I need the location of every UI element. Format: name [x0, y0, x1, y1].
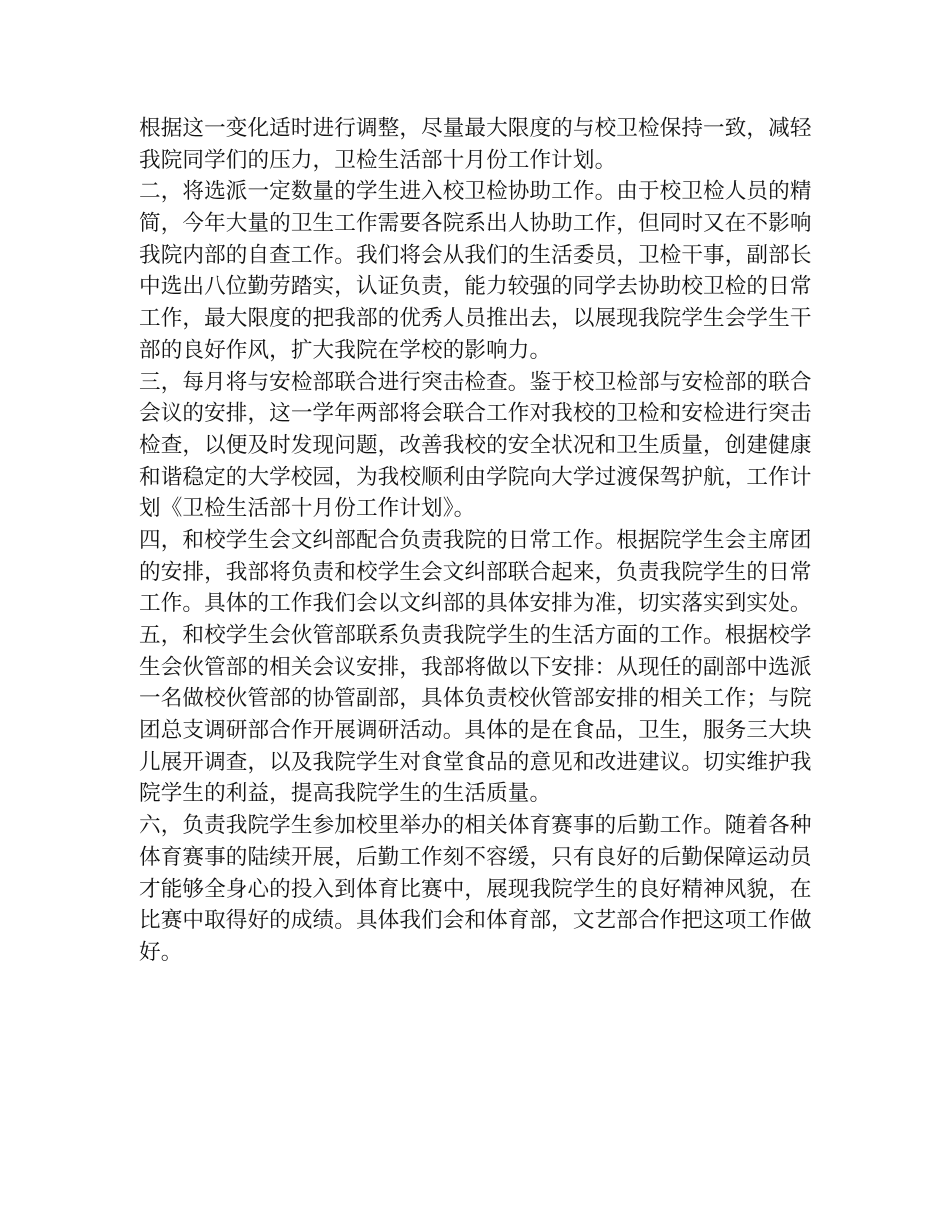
text-line: 六，负责我院学生参加校里举办的相关体育赛事的后勤工作。随着各种: [139, 813, 812, 839]
text-line: 好。: [139, 939, 183, 965]
text-line: 工作，最大限度的把我部的优秀人员推出去，以展现我院学生会学生干: [139, 306, 812, 332]
text-line: 体育赛事的陆续开展，后勤工作刻不容缓，只有良好的后勤保障运动员: [139, 844, 812, 870]
text-line: 一名做校伙管部的协管副部，具体负责校伙管部安排的相关工作；与院: [139, 686, 812, 712]
text-line: 生会伙管部的相关会议安排，我部将做以下安排：从现任的副部中选派: [139, 654, 812, 680]
text-line: 中选出八位勤劳踏实，认证负责，能力较强的同学去协助校卫检的日常: [139, 274, 812, 300]
text-line: 会议的安排，这一学年两部将会联合工作对我校的卫检和安检进行突击: [139, 401, 812, 427]
body-text: [139, 113, 817, 969]
text-line: 院学生的利益，提高我院学生的生活质量。: [139, 781, 552, 807]
text-line: 儿展开调查，以及我院学生对食堂食品的意见和改进建议。切实维护我: [139, 749, 812, 775]
text-line: 我院内部的自查工作。我们将会从我们的生活委员，卫检干事，副部长: [139, 242, 812, 268]
text-line: 工作。具体的工作我们会以文纠部的具体安排为准，切实落实到实处。: [139, 591, 812, 617]
text-line: 和谐稳定的大学校园，为我校顺利由学院向大学过渡保驾护航，工作计: [139, 464, 812, 490]
text-line: 我院同学们的压力，卫检生活部十月份工作计划。: [139, 147, 617, 173]
text-line: 团总支调研部合作开展调研活动。具体的是在食品，卫生，服务三大块: [139, 718, 812, 744]
text-line: 的安排，我部将负责和校学生会文纠部联合起来，负责我院学生的日常: [139, 559, 812, 585]
text-line: 比赛中取得好的成绩。具体我们会和体育部，文艺部合作把这项工作做: [139, 908, 812, 934]
text-line: 部的良好作风，扩大我院在学校的影响力。: [139, 337, 552, 363]
text-line: 检查，以便及时发现问题，改善我校的安全状况和卫生质量，创建健康: [139, 432, 812, 458]
text-line: 根据这一变化适时进行调整，尽量最大限度的与校卫检保持一致，减轻: [139, 116, 812, 141]
text-line: 四，和校学生会文纠部配合负责我院的日常工作。根据院学生会主席团: [139, 527, 812, 553]
text-line: 简，今年大量的卫生工作需要各院系出人协助工作，但同时又在不影响: [139, 211, 812, 237]
text-line: 五，和校学生会伙管部联系负责我院学生的生活方面的工作。根据校学: [139, 623, 812, 648]
text-line: 才能够全身心的投入到体育比赛中，展现我院学生的良好精神风貌，在: [139, 876, 812, 902]
text-line: 划《卫检生活部十月份工作计划》。: [139, 496, 476, 522]
text-line: 三，每月将与安检部联合进行突击检查。鉴于校卫检部与安检部的联合: [139, 369, 812, 395]
text-line: 二，将选派一定数量的学生进入校卫检协助工作。由于校卫检人员的精: [139, 179, 812, 205]
